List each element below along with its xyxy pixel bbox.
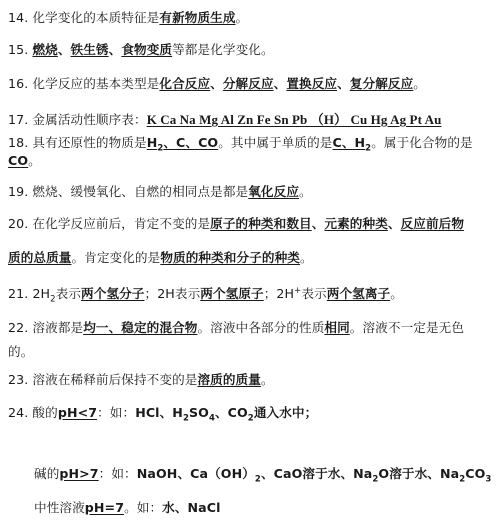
base-example: 、CaO溶于水、Na: [260, 466, 373, 481]
subscript: 2: [182, 413, 189, 424]
item-21-text-2: ；2H表示: [144, 286, 201, 301]
item-21-number: 21.: [8, 286, 33, 301]
subscript: 3: [485, 474, 492, 485]
punct: 、: [337, 76, 350, 91]
acid-example: 、CO: [214, 405, 248, 420]
item-18-answer-elements: C、H: [332, 135, 366, 150]
punct: 。: [413, 76, 426, 91]
item-22-line-2: [8, 344, 496, 360]
item-16: [8, 76, 496, 92]
subscript: 2: [247, 413, 254, 424]
item-15-number: 15.: [8, 42, 33, 57]
item-15-answer-a: 燃烧: [32, 42, 58, 57]
item-16-answer-c: 置换反应: [286, 76, 338, 91]
item-23-answer: 溶质的质量: [197, 372, 261, 387]
punct: 。: [299, 250, 313, 265]
item-16-answer-d: 复分解反应: [349, 76, 414, 91]
item-19: [8, 184, 496, 200]
item-18-line-2: [8, 153, 496, 169]
item-14: [8, 10, 496, 26]
item-20-text: 20. 在化学反应前后，肯定不变的是: [8, 216, 211, 231]
item-21-answer-1: 两个氢分子: [81, 286, 145, 301]
item-21-answer-3: 两个氢离子: [326, 286, 391, 301]
item-15-answer-c: 食物变质: [121, 42, 173, 57]
item-20-answer-d: 物质的种类和分子的种类: [160, 250, 300, 265]
punct: 、: [273, 76, 287, 91]
item-16-answer-b: 分解反应: [222, 76, 274, 91]
acid-ph: pH<7: [57, 405, 98, 420]
item-23-text: 23. 溶液在稀释前后保持不变的是: [8, 372, 198, 387]
item-21: [8, 285, 496, 305]
item-17: [8, 112, 496, 128]
neutral-ph: pH=7: [84, 500, 125, 515]
item-20-answer-c: 反应前后物: [400, 216, 465, 231]
item-21-text-3: ；2H: [263, 286, 295, 301]
neutral-line: [34, 500, 496, 516]
punct: 、: [108, 42, 122, 57]
punct: 。: [299, 184, 312, 199]
subscript: 2: [157, 143, 164, 154]
base-example: CO: [465, 466, 486, 481]
item-23: [8, 372, 496, 388]
punct: 、: [311, 216, 325, 231]
item-22-answer-a: 均一、稳定的混合物: [83, 320, 198, 335]
item-18-text: 18. 具有还原性的物质是: [8, 135, 147, 150]
item-16-text: 16. 化学反应的基本类型是: [8, 76, 160, 91]
item-22-line-1: [8, 320, 496, 336]
punct: 。: [28, 153, 41, 168]
item-22-text-mid: 。溶液中各部分的性质: [197, 320, 325, 335]
item-22-text-cont: 的。: [8, 344, 34, 359]
subscript: 2: [372, 474, 379, 485]
base-example: NaOH、Ca（OH）: [136, 466, 255, 481]
neutral-text: 中性溶液: [34, 500, 85, 515]
subscript: 2: [50, 294, 56, 305]
item-15-text: 等都是化学变化。: [172, 42, 274, 57]
item-14-text: 14. 化学变化的本质特征是: [8, 10, 160, 25]
item-17-text: 17. 金属活动性顺序表：: [8, 112, 147, 127]
item-15: [8, 42, 496, 58]
item-18-answer-h: H: [146, 135, 158, 150]
base-ph: pH>7: [59, 466, 99, 481]
item-17-answer: K Ca Na Mg Al Zn Fe Sn Pb （H） Cu Hg Ag Pt Au: [146, 112, 442, 127]
item-22-text-rest: 。溶液不一定是无色: [349, 320, 465, 335]
item-19-text: 19. 燃烧、缓慢氧化、自燃的相同点是都是: [8, 184, 249, 199]
item-24-text-mid: ：如：: [97, 405, 136, 420]
acid-example: SO: [188, 405, 209, 420]
subscript: 2: [254, 474, 261, 485]
punct: 。: [235, 10, 249, 25]
item-20-answer-c-cont: 质的总质量: [8, 250, 72, 265]
item-15-answer-b: 铁生锈: [70, 42, 109, 57]
subscript: 2: [365, 143, 372, 154]
neutral-text-mid: 。如：: [124, 500, 163, 515]
item-21-text: 表示: [55, 286, 82, 301]
item-21-text-4: 表示: [301, 286, 327, 301]
superscript: +: [294, 285, 302, 296]
base-text-mid: ：如：: [98, 466, 137, 481]
item-19-answer: 氧化反应: [248, 184, 300, 199]
item-20-answer-a: 原子的种类和数目: [210, 216, 312, 231]
item-18-answer-compound: CO: [8, 153, 29, 168]
item-16-answer-a: 化合反应: [159, 76, 211, 91]
base-text: 碱的: [34, 466, 60, 481]
item-20-line-2: [8, 250, 496, 266]
item-22-answer-b: 相同: [324, 320, 350, 335]
item-20-text-mid: 。肯定变化的是: [71, 250, 161, 265]
base-example: O溶于水、Na: [378, 466, 460, 481]
item-18-text-mid2: 。属于化合物的是: [371, 135, 473, 150]
punct: 。: [390, 286, 403, 301]
item-20-answer-b: 元素的种类: [324, 216, 388, 231]
subscript: 4: [208, 413, 215, 424]
item-21-answer-2: 两个氢原子: [200, 286, 264, 301]
punct: 。: [260, 372, 274, 387]
neutral-example: 水、NaCl: [162, 500, 221, 515]
item-18-answer-rest: 、C、CO: [163, 135, 219, 150]
acid-example: 通入水中；: [253, 405, 318, 420]
subscript: 2: [459, 474, 466, 485]
item-22-text: 22. 溶液都是: [8, 320, 84, 335]
item-24-text: 24. 酸的: [8, 405, 58, 420]
item-20-line-1: [8, 216, 496, 232]
punct: 、: [387, 216, 401, 231]
formula: 2H: [32, 286, 51, 301]
punct: 、: [57, 42, 71, 57]
acid-example: HCl、H: [135, 405, 183, 420]
punct: 、: [210, 76, 223, 91]
item-14-answer: 有新物质生成: [159, 10, 236, 25]
item-18-text-mid: 。其中属于单质的是: [218, 135, 333, 150]
item-18-line-1: [8, 135, 496, 154]
base-line: [34, 466, 496, 485]
item-24: [8, 405, 496, 424]
